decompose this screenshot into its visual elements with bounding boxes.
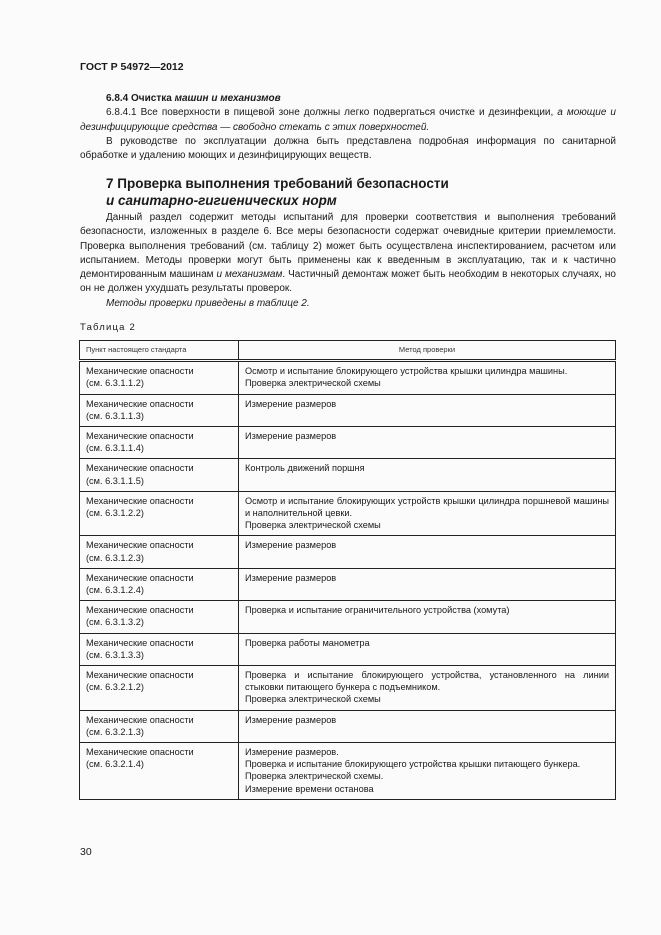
clause-cell [80, 743, 239, 800]
clause-cell-line: (см. 6.3.1.1.3) [86, 410, 144, 421]
table-row [80, 361, 616, 394]
table-row [80, 666, 616, 711]
method-cell-line: Осмотр и испытание блокирующих устройств крышки цилиндра поршневой машины и наполнительной цевки. [245, 495, 609, 519]
section-7-body [80, 211, 616, 311]
clause-cell-line: Механические опасности [86, 366, 194, 377]
section-heading [80, 92, 616, 106]
clause-cell-line: (см. 6.3.1.1.2) [86, 378, 144, 389]
method-cell [239, 394, 616, 426]
method-cell [239, 743, 616, 800]
method-cell-line: Измерение размеров [245, 540, 337, 551]
clause-cell-line: (см. 6.3.1.2.2) [86, 508, 144, 519]
clause-cell [80, 394, 239, 426]
paragraph-text: 6.8.4.1 Все поверхности в пищевой зоне должны легко подвергаться очистке и дезинфекции, [106, 107, 558, 119]
paragraph [80, 297, 616, 311]
table-row [80, 459, 616, 491]
page-number: 30 [80, 846, 92, 858]
method-cell [239, 633, 616, 665]
clause-cell [80, 361, 239, 394]
method-cell-line: Проверка работы манометра [245, 637, 370, 648]
method-cell-line: Измерение времени останова [245, 783, 374, 794]
clause-cell-line: Механические опасности [86, 398, 194, 409]
paragraph-italic: и механизмам [216, 269, 283, 281]
table-row [80, 491, 616, 536]
clause-cell-line: (см. 6.3.2.1.3) [86, 726, 144, 737]
clause-cell [80, 427, 239, 459]
clause-cell-line: (см. 6.3.1.3.2) [86, 617, 144, 628]
method-cell-line: Измерение размеров [245, 431, 337, 442]
method-cell-line: Проверка электрической схемы [245, 520, 381, 531]
clause-cell [80, 459, 239, 491]
clause-cell-line: (см. 6.3.2.1.2) [86, 682, 144, 693]
clause-cell [80, 536, 239, 568]
table-row [80, 633, 616, 665]
table-row [80, 536, 616, 568]
column-header-clause: Пункт настоящего стандарта [80, 341, 239, 361]
clause-cell-line: Механические опасности [86, 714, 194, 725]
paragraph [80, 106, 616, 135]
title-line-italic: и санитарно-гигиенических норм [106, 193, 337, 208]
document-code: ГОСТ Р 54972—2012 [80, 61, 184, 73]
method-cell-line: Контроль движений поршня [245, 463, 365, 474]
method-cell [239, 710, 616, 742]
paragraph-italic: Методы проверки приведены в таблице 2. [106, 297, 310, 309]
clause-cell-line: (см. 6.3.1.2.3) [86, 552, 144, 563]
method-cell [239, 491, 616, 536]
method-cell [239, 427, 616, 459]
method-cell-line: Проверка и испытание блокирующего устройства крышки питающего бункера. [245, 759, 581, 770]
clause-cell-line: Механические опасности [86, 495, 194, 506]
method-cell-line: Проверка и испытание блокирующего устройства, установленного на линии стыковки питающего бункера с подъемником. [245, 670, 609, 693]
method-cell-line: Измерение размеров [245, 398, 337, 409]
title-line: 7 Проверка выполнения требований безопасности [106, 176, 449, 191]
paragraph-text: Данный раздел содержит методы испытаний для проверки соответствия и выполнения требований безопасности, изложенных в разделе 6. Все меры безопасности содержат очевидные критерии приемлемости. Проверка выполнения требований (см. таблицу 2) может быть осуществлена инспектированием, расчетом или испытанием. Методы проверки могут быть применены как к введенным в эксплуатацию, так и к частично демонтированным машинам [80, 212, 616, 281]
table-row [80, 427, 616, 459]
clause-cell-line: (см. 6.3.1.2.4) [86, 585, 144, 596]
clause-cell-line: Механические опасности [86, 463, 194, 474]
table-row [80, 710, 616, 742]
method-cell-line: Осмотр и испытание блокирующего устройства крышки цилиндра машины. [245, 366, 568, 377]
section-7-title [106, 175, 449, 209]
paragraph-text: . Частичный демонтаж может быть необходим в некоторых случаях, но он не должен ухудшать результаты проверок. [80, 269, 616, 295]
method-cell-line: Проверка и испытание ограничительного устройства (хомута) [245, 605, 510, 616]
paragraph-italic: а моющие и дезинфицирующие средства — свободно стекать с этих поверхностей. [80, 107, 616, 133]
clause-cell-line: (см. 6.3.2.1.4) [86, 759, 144, 770]
clause-cell [80, 710, 239, 742]
method-cell-line: Проверка электрической схемы [245, 694, 381, 705]
method-cell-line: Измерение размеров. [245, 747, 339, 758]
method-cell [239, 601, 616, 633]
verification-methods-table [79, 340, 616, 800]
heading-number: 6.8.4 Очистка [106, 93, 175, 104]
clause-cell [80, 568, 239, 600]
clause-cell-line: (см. 6.3.1.3.3) [86, 649, 144, 660]
section-6-8-4 [80, 92, 616, 163]
method-cell [239, 568, 616, 600]
clause-cell [80, 491, 239, 536]
column-header-method: Метод проверки [239, 341, 616, 361]
method-cell [239, 361, 616, 394]
method-cell-line: Проверка электрической схемы [245, 378, 381, 389]
clause-cell-line: Механические опасности [86, 747, 194, 758]
heading-italic: машин и механизмов [174, 93, 281, 104]
table-row [80, 568, 616, 600]
clause-cell-line: Механические опасности [86, 540, 194, 551]
table-header-row [80, 341, 616, 361]
clause-cell-line: (см. 6.3.1.1.4) [86, 443, 144, 454]
method-cell [239, 536, 616, 568]
clause-cell [80, 633, 239, 665]
paragraph [80, 211, 616, 297]
method-cell-line: Проверка электрической схемы. [245, 771, 384, 782]
table-row [80, 601, 616, 633]
clause-cell [80, 601, 239, 633]
method-cell [239, 666, 616, 711]
clause-cell-line: Механические опасности [86, 572, 194, 583]
clause-cell-line: (см. 6.3.1.1.5) [86, 475, 144, 486]
paragraph: В руководстве по эксплуатации должна быть представлена подробная информация по санитарной обработке и удалению моющих и дезинфицирующих веществ. [80, 135, 616, 162]
table-row [80, 743, 616, 800]
table-caption: Таблица 2 [80, 322, 136, 333]
method-cell-line: Измерение размеров [245, 714, 337, 725]
method-cell-line: Измерение размеров [245, 572, 337, 583]
table-row [80, 394, 616, 426]
clause-cell-line: Механические опасности [86, 670, 194, 681]
clause-cell [80, 666, 239, 711]
clause-cell-line: Механические опасности [86, 637, 194, 648]
clause-cell-line: Механические опасности [86, 431, 194, 442]
method-cell [239, 459, 616, 491]
clause-cell-line: Механические опасности [86, 605, 194, 616]
